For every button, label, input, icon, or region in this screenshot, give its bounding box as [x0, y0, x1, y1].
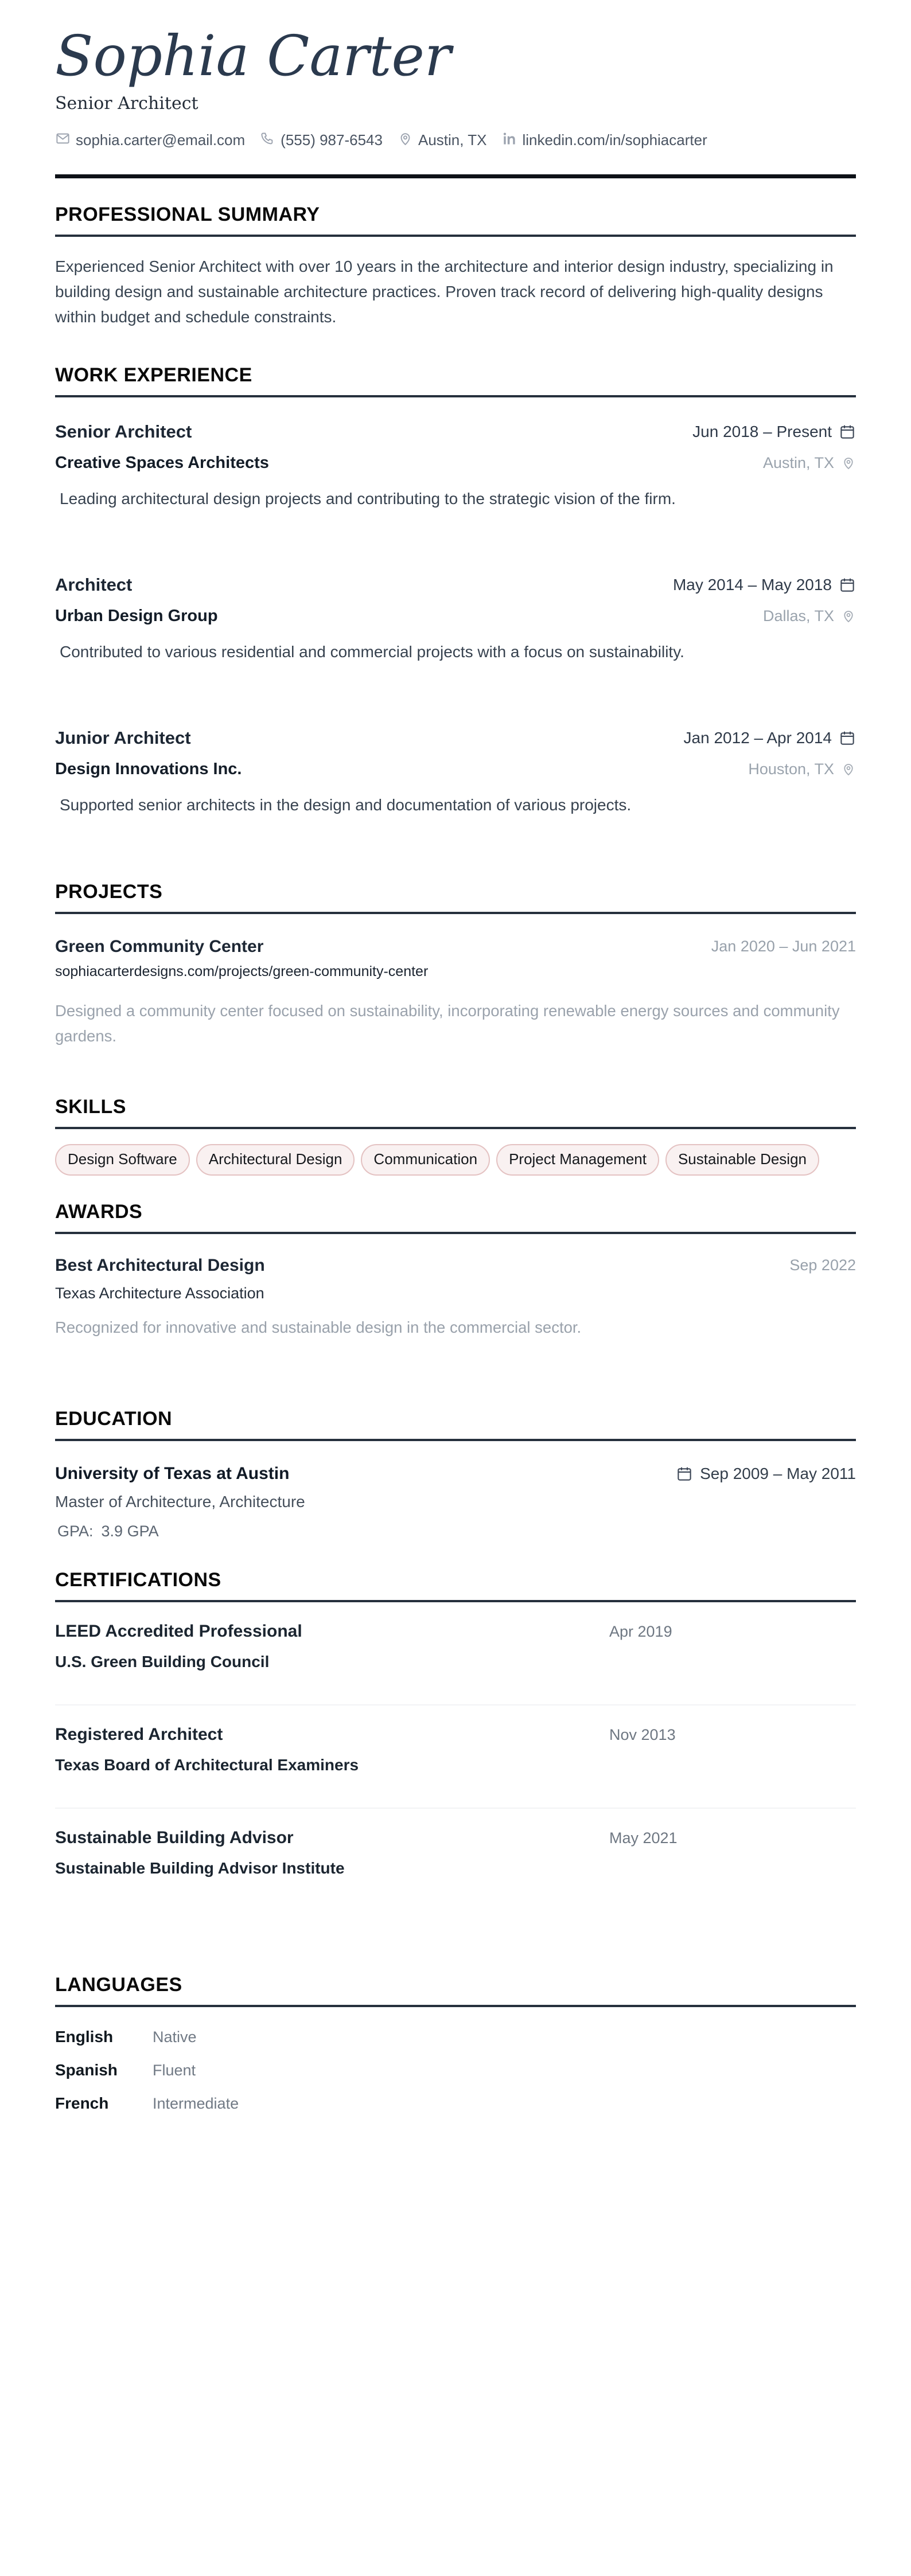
section-heading-education: EDUCATION	[55, 1407, 173, 1430]
experience-description: Contributed to various residential and commercial projects with a focus on sustainability.	[60, 642, 684, 661]
map-pin-icon	[841, 762, 856, 776]
education-gpa-row	[55, 1523, 856, 1540]
skill-chip: Architectural Design	[196, 1144, 355, 1176]
section-languages	[55, 1975, 856, 2113]
contact-phone[interactable]	[260, 131, 383, 150]
education-entry	[55, 1464, 856, 1540]
section-heading-skills: SKILLS	[55, 1095, 126, 1118]
language-name: French	[55, 2094, 109, 2112]
language-row	[55, 2061, 856, 2079]
experience-dates: Jan 2012 – Apr 2014	[683, 728, 832, 747]
award-entry	[55, 1256, 856, 1337]
map-pin-icon	[398, 131, 413, 150]
section-rule	[55, 912, 856, 914]
experience-location: Houston, TX	[748, 760, 834, 778]
project-dates: Jan 2020 – Jun 2021	[711, 938, 856, 955]
experience-title: Junior Architect	[55, 727, 191, 748]
experience-title: Architect	[55, 574, 133, 595]
language-row	[55, 2094, 856, 2113]
experience-entry	[55, 575, 856, 661]
experience-description: Leading architectural design projects and contributing to the strategic vision of the firm.	[60, 489, 676, 508]
section-rule	[55, 1439, 856, 1441]
certification-date: Apr 2019	[609, 1622, 672, 1640]
section-heading-awards: AWARDS	[55, 1200, 143, 1223]
calendar-icon	[839, 729, 856, 747]
experience-dates: Jun 2018 – Present	[692, 422, 832, 440]
language-level: Native	[153, 2028, 197, 2046]
certification-entry	[55, 1808, 856, 1911]
certification-issuer: Texas Board of Architectural Examiners	[55, 1755, 359, 1774]
contact-row	[55, 131, 856, 150]
certification-date: Nov 2013	[609, 1726, 676, 1743]
section-education	[55, 1409, 856, 1540]
contact-email[interactable]	[55, 131, 245, 150]
education-degree: Master of Architecture, Architecture	[55, 1492, 305, 1511]
language-name: English	[55, 2027, 114, 2046]
section-projects	[55, 882, 856, 1049]
contact-linkedin[interactable]	[501, 131, 707, 150]
contact-phone-text: (555) 987-6543	[281, 131, 383, 149]
section-rule	[55, 235, 856, 237]
contact-location	[398, 131, 486, 150]
section-rule	[55, 1127, 856, 1129]
contact-linkedin-text: linkedin.com/in/sophiacarter	[522, 131, 707, 149]
education-gpa-label: GPA:	[57, 1522, 94, 1540]
summary-text: Experienced Senior Architect with over 10 years in the architecture and interior design industry, specializing in building design and sustainable architecture practices. Proven track record of delivering high-quality designs within budget and schedule constraints.	[55, 257, 834, 326]
language-name: Spanish	[55, 2060, 118, 2079]
project-url[interactable]: sophiacarterdesigns.com/projects/green-community-center	[55, 963, 429, 979]
experience-location: Austin, TX	[762, 454, 834, 471]
section-heading-projects: PROJECTS	[55, 880, 163, 903]
section-professional-summary	[55, 205, 856, 330]
section-rule	[55, 1232, 856, 1234]
person-name: Sophia Carter	[55, 24, 451, 88]
phone-icon	[260, 131, 275, 150]
skill-chip: Design Software	[55, 1144, 190, 1176]
experience-company: Design Innovations Inc.	[55, 759, 242, 778]
section-skills	[55, 1097, 856, 1176]
resume-header	[55, 0, 856, 178]
section-work-experience	[55, 365, 856, 814]
header-divider	[55, 174, 856, 178]
certification-entry	[55, 1602, 856, 1704]
award-description: Recognized for innovative and sustainable design in the commercial sector.	[55, 1318, 582, 1336]
certification-date: May 2021	[609, 1829, 678, 1847]
linkedin-icon	[501, 131, 517, 150]
map-pin-icon	[841, 608, 856, 623]
languages-list	[55, 2028, 856, 2113]
section-rule	[55, 395, 856, 397]
section-heading-languages: LANGUAGES	[55, 1973, 182, 1996]
experience-dates: May 2014 – May 2018	[672, 575, 832, 594]
project-description: Designed a community center focused on sustainability, incorporating renewable energy sources and community gardens.	[55, 1001, 840, 1045]
section-heading-certifications: CERTIFICATIONS	[55, 1568, 221, 1591]
person-job-title: Senior Architect	[55, 93, 198, 114]
certification-name: Registered Architect	[55, 1724, 223, 1744]
calendar-icon	[839, 576, 856, 594]
skills-chip-list	[55, 1144, 856, 1176]
award-issuer: Texas Architecture Association	[55, 1284, 264, 1302]
certification-name: Sustainable Building Advisor	[55, 1828, 294, 1847]
education-gpa-value: 3.9 GPA	[101, 1522, 159, 1540]
section-certifications	[55, 1570, 856, 1911]
contact-email-text: sophia.carter@email.com	[76, 131, 246, 149]
experience-company: Creative Spaces Architects	[55, 453, 269, 472]
project-entry	[55, 937, 856, 1049]
experience-title: Senior Architect	[55, 421, 192, 442]
skill-chip: Communication	[361, 1144, 490, 1176]
language-level: Intermediate	[153, 2094, 239, 2112]
experience-entry	[55, 728, 856, 814]
section-awards	[55, 1202, 856, 1337]
experience-location: Dallas, TX	[762, 607, 834, 625]
certification-issuer: Sustainable Building Advisor Institute	[55, 1859, 345, 1877]
mail-icon	[55, 131, 71, 150]
certification-issuer: U.S. Green Building Council	[55, 1652, 270, 1671]
skill-chip: Project Management	[496, 1144, 659, 1176]
certification-entry	[55, 1704, 856, 1808]
award-date: Sep 2022	[789, 1256, 856, 1274]
experience-entry	[55, 421, 856, 508]
education-dates: Sep 2009 – May 2011	[700, 1464, 856, 1482]
certification-name: LEED Accredited Professional	[55, 1621, 302, 1641]
project-name: Green Community Center	[55, 936, 264, 956]
language-row	[55, 2028, 856, 2046]
map-pin-icon	[841, 455, 856, 470]
award-title: Best Architectural Design	[55, 1255, 265, 1275]
language-level: Fluent	[153, 2061, 196, 2079]
experience-description: Supported senior architects in the design and documentation of various projects.	[60, 795, 632, 814]
experience-company: Urban Design Group	[55, 606, 218, 625]
calendar-icon	[839, 423, 856, 440]
section-heading-summary: PROFESSIONAL SUMMARY	[55, 203, 320, 225]
contact-location-text: Austin, TX	[418, 131, 487, 149]
section-heading-work: WORK EXPERIENCE	[55, 364, 252, 386]
education-school: University of Texas at Austin	[55, 1463, 290, 1483]
section-rule	[55, 2005, 856, 2007]
calendar-icon	[676, 1465, 693, 1482]
skill-chip: Sustainable Design	[665, 1144, 819, 1176]
